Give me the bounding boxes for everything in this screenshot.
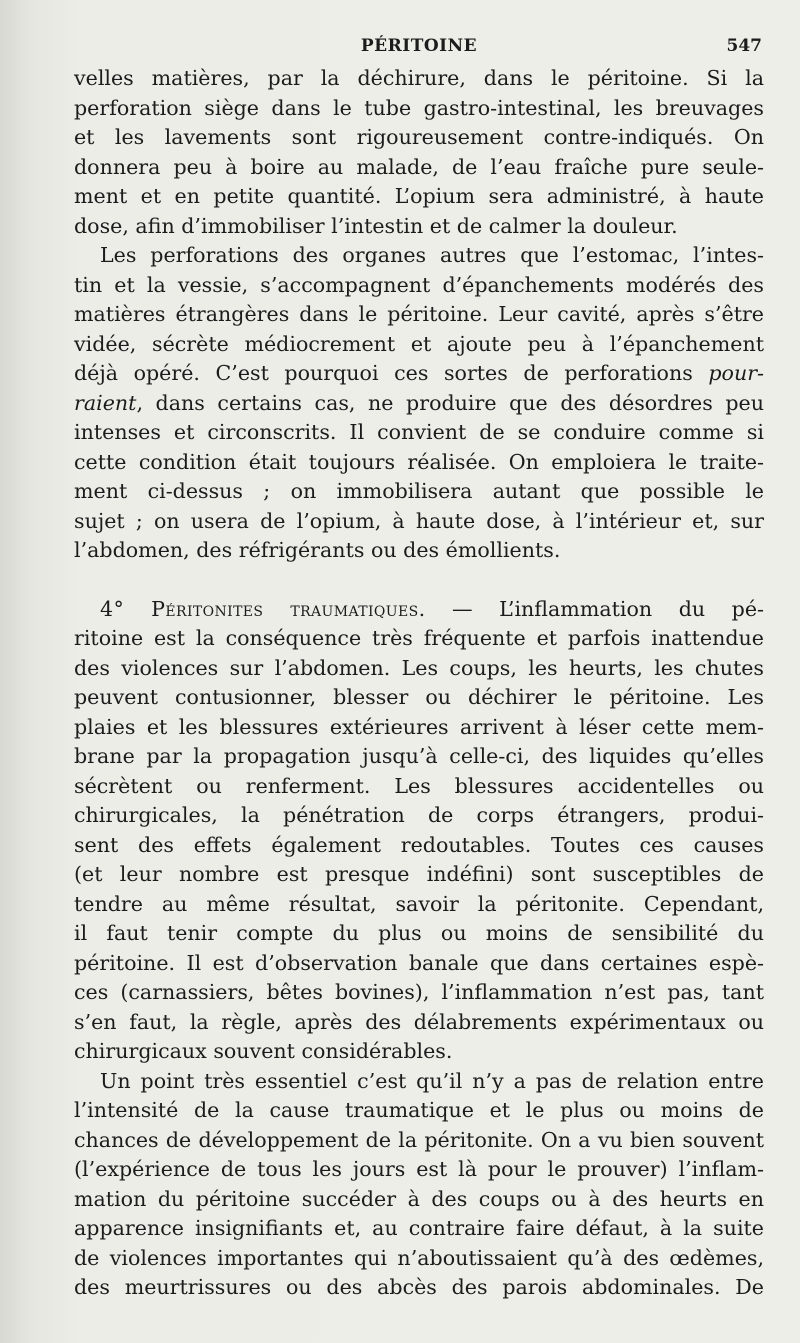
text-line: apparence insignifiants et, au contraire faire défaut, à la suite <box>74 1216 764 1240</box>
text-line: ment ci-dessus ; on immobilisera autant que possible le <box>74 479 764 503</box>
text-line: donnera peu à boire au malade, de l’eau fraîche pure seule- <box>74 154 764 179</box>
text-line: peuvent contusionner, blesser ou déchirer le péritoine. Les <box>74 685 764 709</box>
text-line: (et leur nombre est presque indéfini) sont susceptibles de <box>74 862 764 886</box>
text-line: et les lavements sont rigoureusement contre-indiqués. On <box>74 125 764 149</box>
section-gap <box>74 566 764 595</box>
text-line: l’abdomen, des réfrigérants ou des émollients. <box>74 538 561 562</box>
text-line: plaies et les blessures extérieures arrivent à léser cette mem- <box>74 714 764 739</box>
italic-word: pour- <box>708 361 765 385</box>
text-line: ces (carnassiers, bêtes bovines), l’inflammation n’est pas, tant <box>74 980 764 1004</box>
text-line: Un point très essentiel c’est qu’il n’y a pas de relation entre <box>100 1068 764 1093</box>
text-line: s’en faut, la règle, après des délabrements expérimentaux ou <box>74 1009 764 1034</box>
text-line: (l’expérience de tous les jours est là pour le prouver) l’inflam- <box>74 1157 764 1181</box>
text-line <box>74 359 764 389</box>
text-line <box>74 389 764 419</box>
paragraph-4 <box>74 1067 764 1303</box>
text-line: chirurgicaux souvent considérables. <box>74 1039 453 1063</box>
text-line: mation du péritoine succéder à des coups ou à des heurts en <box>74 1186 764 1211</box>
text-line: chances de développement de la péritonite. On a vu bien souvent <box>74 1127 764 1152</box>
paragraph-2 <box>74 241 764 566</box>
text-line: des violences sur l’abdomen. Les coups, les heurts, les chutes <box>74 655 764 680</box>
text-line: péritoine. Il est d’observation banale que dans certaines espè- <box>74 950 764 975</box>
text-line <box>74 595 764 625</box>
page-number: 547 <box>726 36 762 56</box>
text-line: l’intensité de la cause traumatique et le plus ou moins de <box>74 1098 764 1122</box>
text-line: des meurtrissures ou des abcès des parois abdominales. De <box>74 1275 764 1299</box>
text-line: matières étrangères dans le péritoine. Leur cavité, après s’être <box>74 302 764 326</box>
italic-word: raient <box>74 390 137 415</box>
text-line: chirurgicales, la pénétration de corps étrangers, produi- <box>74 803 764 827</box>
text-line: perforation siège dans le tube gastro-intestinal, les breuvages <box>74 95 764 120</box>
text-line: brane par la propagation jusqu’à celle-ci, des liquides qu’elles <box>74 744 764 768</box>
text-line: intenses et circonscrits. Il convient de se conduire comme si <box>74 420 764 444</box>
text-run: — L’inflammation du pé- <box>425 596 764 621</box>
text-line: vidée, sécrète médiocrement et ajoute peu à l’épanchement <box>74 331 764 356</box>
text-line: de violences importantes qui n’aboutissaient qu’à des œdèmes, <box>74 1245 764 1270</box>
text-line: cette condition était toujours réalisée. On emploiera le traite- <box>74 449 764 474</box>
paragraph-1 <box>74 64 764 241</box>
text-line: tin et la vessie, s’accompagnent d’épanchements modérés des <box>74 272 764 297</box>
text-line: sujet ; on usera de l’opium, à haute dose, à l’intérieur et, sur <box>74 508 764 533</box>
text-line: sécrètent ou renferment. Les blessures accidentelles ou <box>74 773 764 798</box>
text-line: sent des effets également redoutables. Toutes ces causes <box>74 832 764 857</box>
text-line: il faut tenir compte du plus ou moins de sensibilité du <box>74 921 764 945</box>
text-line: tendre au même résultat, savoir la péritonite. Cependant, <box>74 891 764 916</box>
paragraph-3 <box>74 595 764 1067</box>
text-run: , dans certains cas, ne produire que des désordres peu <box>136 390 764 415</box>
running-title: PÉRITOINE <box>360 36 478 56</box>
text-line: dose, afin d’immobiliser l’intestin et de calmer la douleur. <box>74 213 678 238</box>
text-run: déjà opéré. C’est pourquoi ces sortes de perforations <box>74 361 693 385</box>
text-line: ment et en petite quantité. L’opium sera administré, à haute <box>74 184 764 208</box>
section-heading: 4° Péritonites traumatiques. <box>100 596 426 621</box>
text-line: ritoine est la conséquence très fréquente et parfois inattendue <box>74 626 764 650</box>
text-line: Les perforations des organes autres que l’estomac, l’intes- <box>100 243 764 267</box>
page-header <box>74 30 764 64</box>
text-line: velles matières, par la déchirure, dans le péritoine. Si la <box>74 66 764 90</box>
